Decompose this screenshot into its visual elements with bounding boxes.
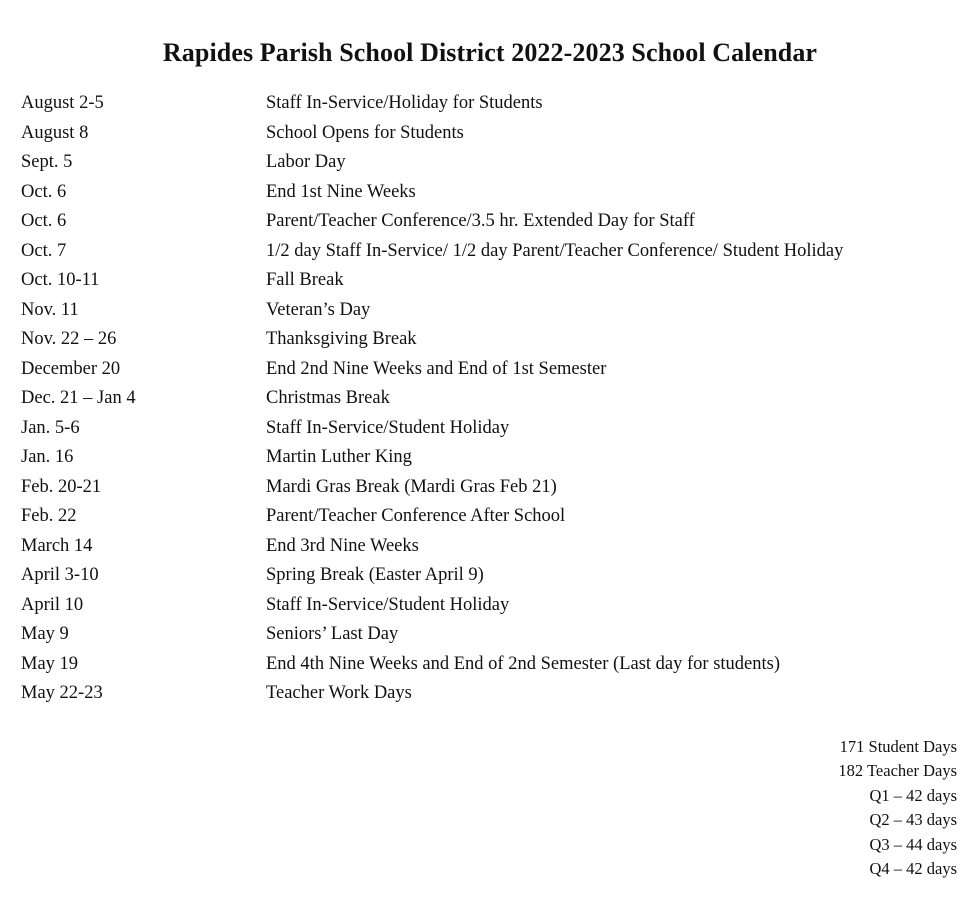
calendar-date: May 9	[21, 624, 69, 644]
calendar-date: Feb. 22	[21, 506, 77, 526]
calendar-event: Christmas Break	[266, 388, 390, 408]
calendar-event: Labor Day	[266, 152, 346, 172]
calendar-row	[21, 266, 961, 296]
calendar-event: Staff In-Service/Student Holiday	[266, 594, 510, 615]
calendar-date: Oct. 6	[21, 181, 67, 202]
calendar-event: Spring Break (Easter April 9)	[266, 565, 484, 585]
calendar-event: Parent/Teacher Conference/3.5 hr. Extended Day for Staff	[266, 211, 695, 231]
calendar-row	[21, 591, 961, 621]
calendar-row	[21, 532, 961, 562]
calendar-row	[21, 561, 961, 591]
calendar-event: End 2nd Nine Weeks and End of 1st Semester	[266, 358, 607, 379]
calendar-event: Veteran’s Day	[266, 299, 371, 320]
calendar-date: March 14	[21, 535, 93, 556]
calendar-date: April 3-10	[21, 565, 99, 585]
calendar-row	[21, 325, 961, 355]
calendar-event: School Opens for Students	[266, 122, 464, 143]
page-title: Rapides Parish School District 2022-2023 School Calendar	[162, 38, 818, 67]
calendar-event: End 1st Nine Weeks	[266, 181, 416, 202]
calendar-row	[21, 473, 961, 503]
calendar-date: Dec. 21 – Jan 4	[21, 388, 136, 408]
calendar-row	[21, 502, 961, 532]
calendar-date: Oct. 6	[21, 211, 67, 231]
calendar-date: August 2-5	[21, 93, 104, 113]
calendar-event: Teacher Work Days	[266, 683, 412, 703]
calendar-date: December 20	[21, 358, 121, 379]
calendar-date: April 10	[21, 594, 84, 615]
calendar-list	[21, 89, 961, 709]
day-count-summary	[838, 735, 957, 881]
summary-line: 182 Teacher Days	[838, 761, 957, 781]
calendar-date: Oct. 7	[21, 240, 67, 261]
calendar-row	[21, 679, 961, 709]
calendar-date: Feb. 20-21	[21, 476, 102, 497]
calendar-event: Staff In-Service/Holiday for Students	[266, 93, 543, 113]
calendar-date: Oct. 10-11	[21, 270, 100, 290]
calendar-row	[21, 207, 961, 237]
calendar-date: Sept. 5	[21, 152, 73, 172]
calendar-event: Staff In-Service/Student Holiday	[266, 417, 510, 438]
calendar-row	[21, 296, 961, 326]
calendar-event: Parent/Teacher Conference After School	[266, 506, 566, 526]
calendar-row	[21, 119, 961, 149]
calendar-event: Martin Luther King	[266, 447, 412, 467]
calendar-date: Nov. 11	[21, 299, 79, 320]
summary-line: Q3 – 44 days	[869, 834, 957, 854]
calendar-date: Jan. 16	[21, 447, 74, 467]
calendar-date: May 19	[21, 653, 79, 674]
calendar-row	[21, 384, 961, 414]
calendar-event: 1/2 day Staff In-Service/ 1/2 day Parent/Teacher Conference/ Student Holiday	[266, 240, 844, 261]
calendar-row	[21, 650, 961, 680]
calendar-row	[21, 178, 961, 208]
summary-line: Q4 – 42 days	[869, 858, 957, 878]
calendar-row	[21, 620, 961, 650]
calendar-row	[21, 237, 961, 267]
calendar-event: Seniors’ Last Day	[266, 624, 399, 644]
summary-line: Q1 – 42 days	[869, 785, 957, 805]
calendar-event: End 4th Nine Weeks and End of 2nd Semester (Last day for students)	[266, 653, 780, 674]
summary-line: Q2 – 43 days	[869, 810, 957, 830]
calendar-event: Fall Break	[266, 270, 344, 290]
calendar-row	[21, 89, 961, 119]
calendar-row	[21, 443, 961, 473]
calendar-event: End 3rd Nine Weeks	[266, 535, 419, 556]
calendar-event: Thanksgiving Break	[266, 329, 417, 349]
calendar-row	[21, 148, 961, 178]
calendar-row	[21, 355, 961, 385]
calendar-row	[21, 414, 961, 444]
calendar-date: May 22-23	[21, 683, 103, 703]
calendar-date: Nov. 22 – 26	[21, 329, 117, 349]
summary-line: 171 Student Days	[839, 737, 957, 756]
calendar-event: Mardi Gras Break (Mardi Gras Feb 21)	[266, 476, 557, 497]
calendar-date: August 8	[21, 122, 89, 143]
calendar-date: Jan. 5-6	[21, 417, 80, 438]
